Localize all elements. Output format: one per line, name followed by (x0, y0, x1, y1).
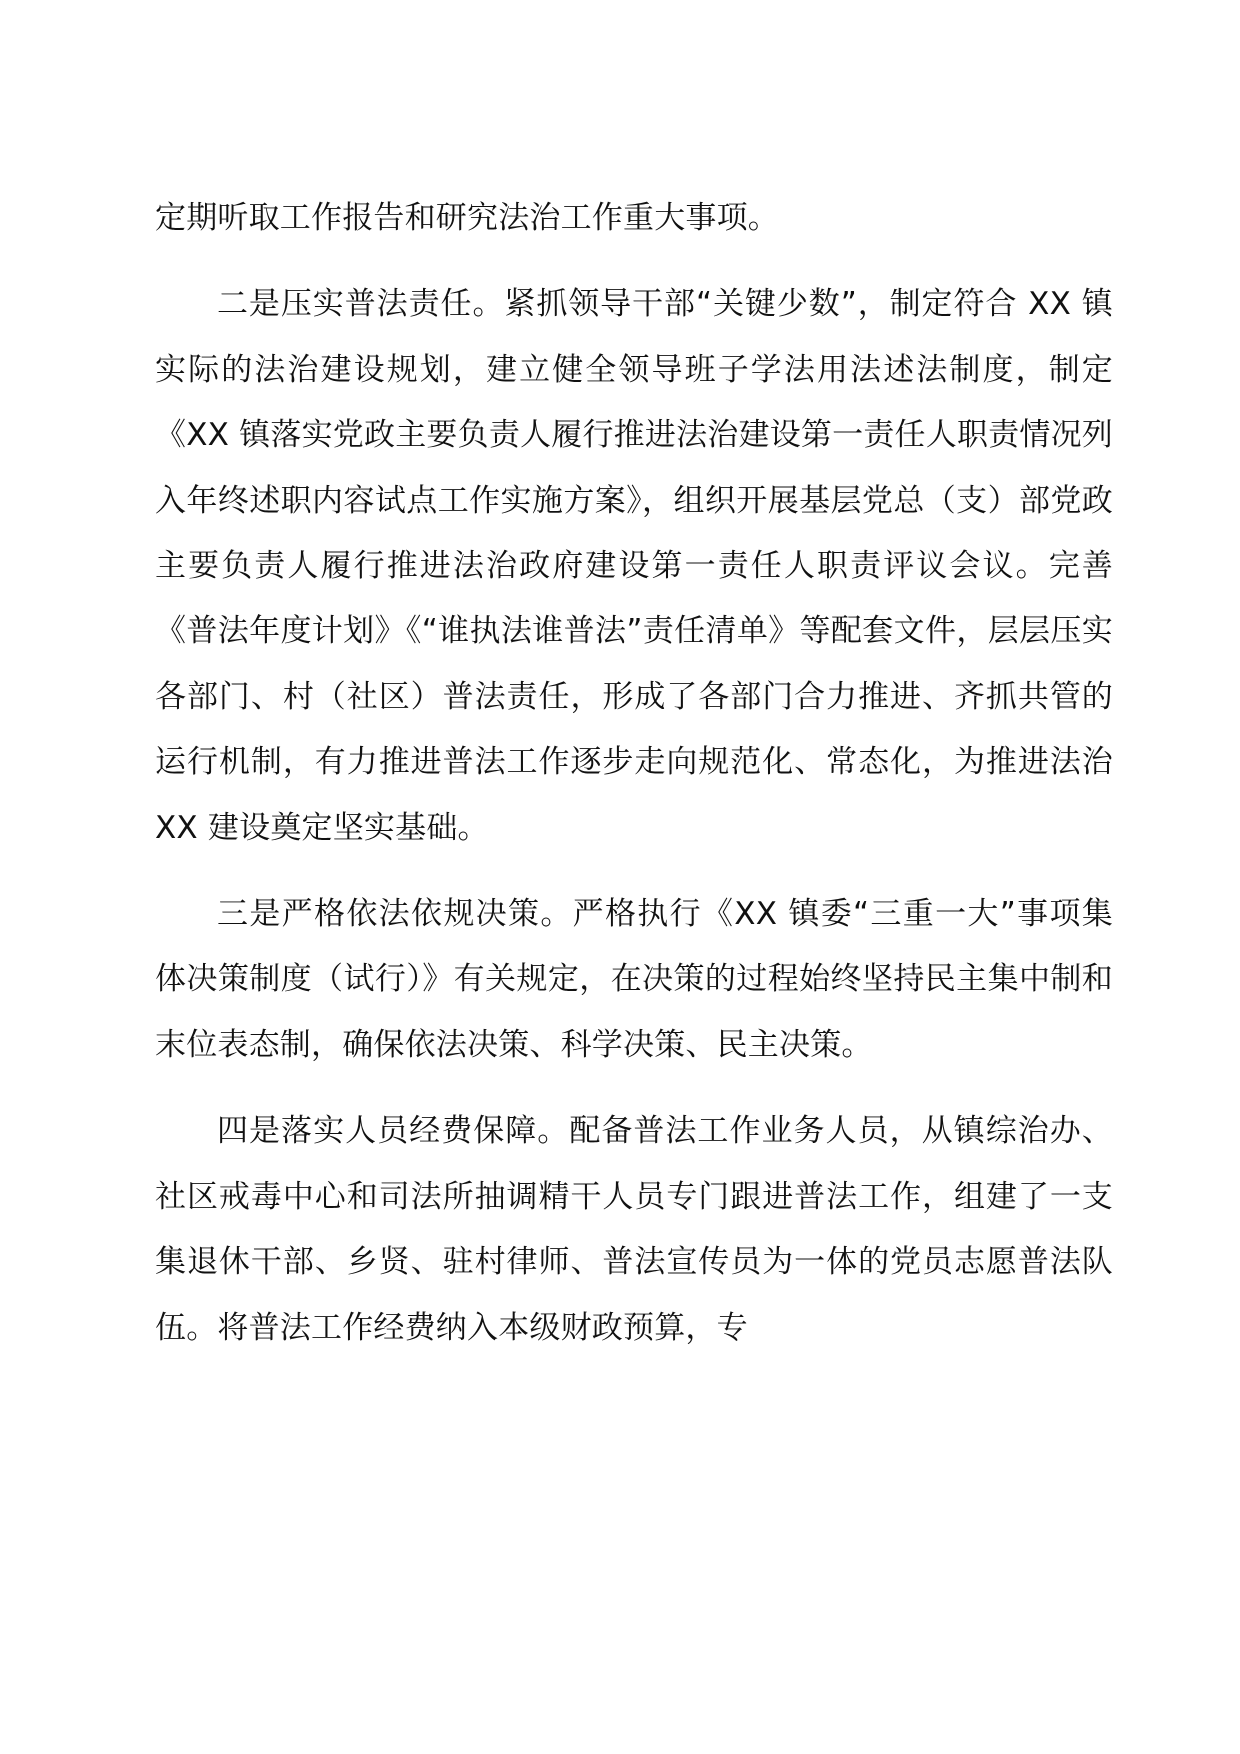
document-body (155, 186, 1113, 1382)
paragraph-continuation: 定期听取工作报告和研究法治工作重大事项。 (155, 200, 779, 236)
paragraph-2: 二是压实普法责任。紧抓领导干部“关键少数”，制定符合 XX 镇实际的法治建设规划，建立健全领导班子学法用法述法制度，制定《XX 镇落实党政主要负责人履行推进法治建设第一责任人职责情况列入年终述职内容试点工作实施方案》，组织开展基层党总（支）部党政主要负责人履行推进法治政府建设第一责任人职责评议会议。完善《普法年度计划》《“谁执法谁普法”责任清单》等配套文件，层层压实各部门、村（社区）普法责任，形成了各部门合力推进、齐抓共管的运行机制，有力推进普法工作逐步走向规范化、常态化，为推进法治 XX 建设奠定坚实基础。 (155, 286, 1113, 846)
paragraph-3: 三是严格依法依规决策。严格执行《XX 镇委“三重一大”事项集体决策制度（试行）》有关规定，在决策的过程始终坚持民主集中制和末位表态制，确保依法决策、科学决策、民主决策。 (155, 896, 1113, 1063)
paragraph-4: 四是落实人员经费保障。配备普法工作业务人员，从镇综治办、社区戒毒中心和司法所抽调精干人员专门跟进普法工作，组建了一支集退休干部、乡贤、驻村律师、普法宣传员为一体的党员志愿普法队伍。将普法工作经费纳入本级财政预算，专 (155, 1113, 1113, 1346)
